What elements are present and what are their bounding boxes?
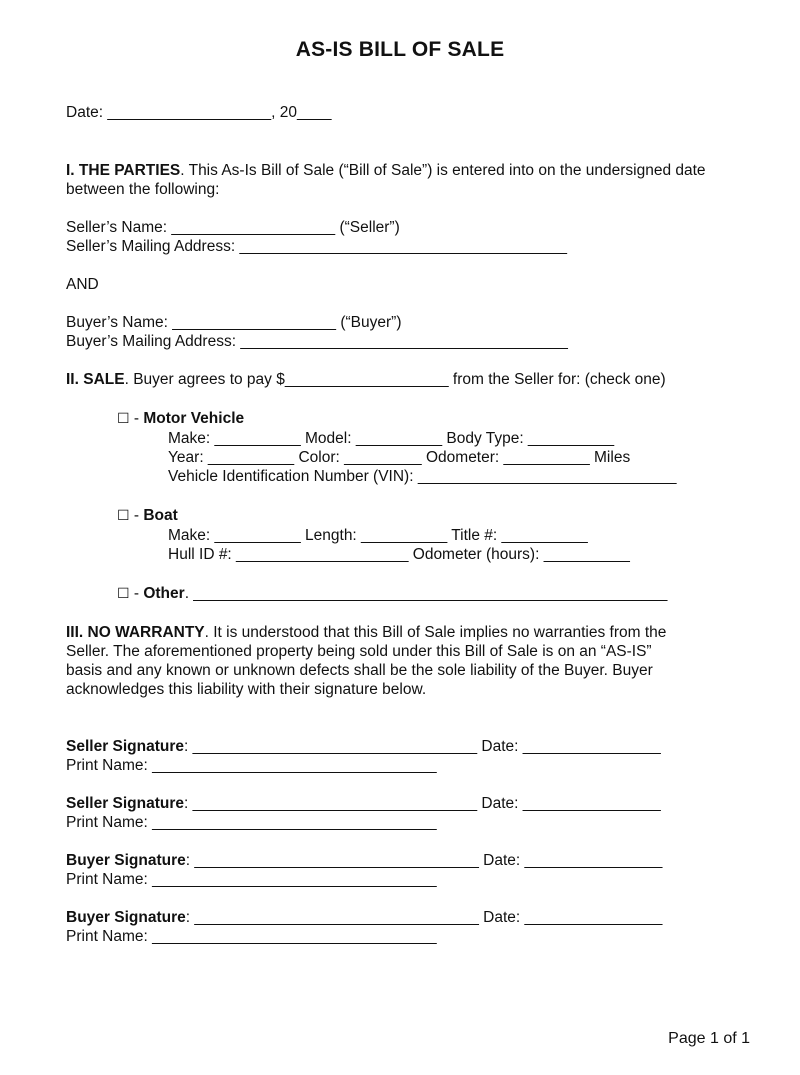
warranty-heading: III. NO WARRANTY [66, 624, 205, 641]
signature-rest: : _________________________________ Date: ________________ [184, 738, 661, 755]
sale-text: . Buyer agrees to pay $___________________ from the Seller for: (check one) [124, 371, 666, 388]
parties-text-2: between the following: [66, 181, 220, 198]
signature-line [66, 794, 661, 813]
other-label: Other [143, 585, 185, 602]
date-line: Date: ___________________, 20____ [66, 104, 332, 121]
document-title: AS-IS BILL OF SALE [295, 38, 505, 61]
boat-option [117, 506, 178, 526]
other-option [117, 584, 667, 604]
signature-label: Seller Signature [66, 738, 185, 755]
motor-vehicle-option [117, 409, 244, 429]
dash-separator: - [129, 585, 144, 602]
print-name-line: Print Name: _________________________________ [66, 814, 437, 831]
boat-checkbox[interactable]: ☐ [117, 508, 130, 524]
signature-rest: : _________________________________ Date: ________________ [184, 795, 661, 812]
dash-separator: - [129, 410, 144, 427]
and-text: AND [66, 276, 99, 293]
parties-text-1: . This As-Is Bill of Sale (“Bill of Sale”) is entered into on the undersigned date [180, 162, 706, 179]
warranty-text-2: Seller. The aforementioned property being sold under this Bill of Sale is on an “AS-IS” [66, 643, 652, 660]
parties-heading: I. THE PARTIES [66, 162, 181, 179]
seller-name-line: Seller’s Name: ___________________ (“Seller”) [66, 219, 400, 236]
motor-vehicle-checkbox[interactable]: ☐ [117, 411, 130, 427]
print-name-line: Print Name: _________________________________ [66, 928, 437, 945]
print-name-line: Print Name: _________________________________ [66, 757, 437, 774]
signature-line [66, 851, 662, 870]
boat-line-2: Hull ID #: ____________________ Odometer (hours): __________ [168, 546, 630, 563]
warranty-text-3: basis and any known or unknown defects shall be the sole liability of the Buyer. Buyer [66, 662, 653, 679]
signature-rest: : _________________________________ Date: ________________ [185, 909, 663, 926]
motor-vehicle-line-3: Vehicle Identification Number (VIN): ______________________________ [168, 468, 677, 485]
warranty-text-1: . It is understood that this Bill of Sale implies no warranties from the [204, 624, 667, 641]
signature-label: Buyer Signature [66, 852, 186, 869]
sale-heading: II. SALE [66, 371, 125, 388]
signature-rest: : _________________________________ Date: ________________ [185, 852, 663, 869]
sale-paragraph [66, 370, 666, 389]
buyer-address-line: Buyer’s Mailing Address: ______________________________________ [66, 333, 568, 350]
signature-line [66, 737, 661, 756]
parties-paragraph-line-1 [66, 161, 706, 180]
motor-vehicle-line-2: Year: __________ Color: _________ Odometer: __________ Miles [168, 449, 631, 466]
boat-label: Boat [143, 507, 178, 524]
page-number: Page 1 of 1 [668, 1030, 750, 1047]
motor-vehicle-line-1: Make: __________ Model: __________ Body Type: __________ [168, 430, 615, 447]
signature-line [66, 908, 662, 927]
dash-separator: - [129, 507, 144, 524]
warranty-text-4: acknowledges this liability with their signature below. [66, 681, 427, 698]
other-checkbox[interactable]: ☐ [117, 586, 130, 602]
boat-line-1: Make: __________ Length: __________ Title #: __________ [168, 527, 588, 544]
warranty-line-1 [66, 623, 666, 642]
seller-address-line: Seller’s Mailing Address: ______________________________________ [66, 238, 568, 255]
signature-label: Seller Signature [66, 795, 185, 812]
signature-label: Buyer Signature [66, 909, 186, 926]
print-name-line: Print Name: _________________________________ [66, 871, 437, 888]
other-rest: . _______________________________________________________ [184, 585, 668, 602]
motor-vehicle-label: Motor Vehicle [143, 410, 245, 427]
buyer-name-line: Buyer’s Name: ___________________ (“Buyer”) [66, 314, 402, 331]
